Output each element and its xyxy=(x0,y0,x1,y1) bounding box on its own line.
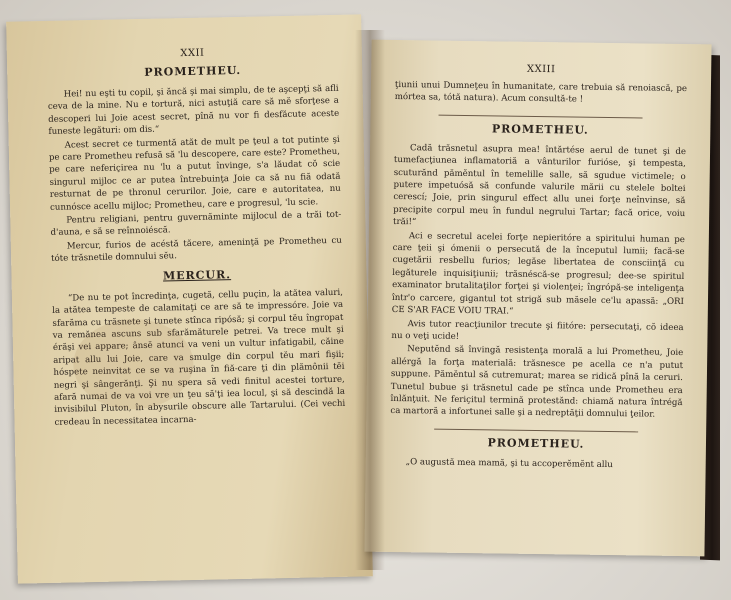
section-heading: MERCUR. xyxy=(162,267,232,283)
paragraph: “De nu te pot încredinţa, cugetă, cellu puçin, la atătea valuri, la atătea tempeste de calamitaţi ce are să te impressóre. Joie va sfarăma cu trăsnete şi tunete stînca ripósă; şi corpul tĕu îngropat va remănea ascuns sub sfarămăturele petrei. Va trece mult şi érăşi vei appare; ânsĕ atunci va veni un vultur infatigabil, căine aripat allu lui Joie, care va smulge din corpul tĕu mari fişii; hóspete neinvitat ce se va ruşina în fiă-care ţi din plămônii tĕi negri şi sângerănţi. Şi nu spera să vedi finitul acestei torture, afară numai de va voi vre un ţeu să'ţi iea locul, şi să descindă la invisibilul Pluton, în abysurile obscure alle Tartarului. (Cei vechi credeau în necessitatea incarna- xyxy=(52,287,346,428)
section-heading: PROMETHEU. xyxy=(487,436,585,451)
paragraph: Aci e secretul acelei forţe nepieritóre a spiritului human pe care ţeii şi ómenii o persecută de la începutul lumii; facă-se cugetării resbellu furios; legăse libertatea de consciinţă cu legăturele inquisiţiunii; trăsnéscă-se progresul; dee-se spiritul examinator brutalitaţilor forţei şi violenţei; îngrópă-se inteligenţa într'o carcere, gigantul tot strigă sub măsele ce'lu apassă: „ORI CE S'AR FACE VOIU TRAI.“ xyxy=(391,230,685,317)
page-number: XXII xyxy=(180,47,205,60)
page-number: XXIII xyxy=(526,63,556,76)
section-heading: PROMETHEU. xyxy=(491,122,589,137)
paragraph: Pentru religiani, pentru guvernăminte mijlocul de a trăi tot-d'auna, e să se reînnoiéscă. xyxy=(50,209,342,239)
section-heading: PROMETHEU. xyxy=(144,63,242,79)
paragraph: Hei! nu eşti tu copil, şi ăncă şi mai simplu, de te aşcepţi să afli ceva de la mine. Nu e tortură, nici astuţiă care să mĕ sforţese a descoperi lui Joie acest secret, pînă nu vor fi desfăcute aceste funeste legături: om dis.“ xyxy=(47,83,340,138)
book-spine-shadow xyxy=(355,30,385,570)
paragraph: Cadă trăsnetul asupra mea! întărtése aerul de tunet şi de tumefacţiunea inflamatoriă a vânturilor furióse, şi tempesta, scuturănd pămĕntul în temelille salle, să sgudue victimele; o putere impetuósă să confunde valurile mării cu stelele boltei cerescí; Joie, prin singurul effect allu unei forţe neînvinse, să precipite corpul meu în fundul negrului Tartar; facă orice, voiu trăi!“ xyxy=(392,143,687,228)
paragraph: Avis tutor reacţiunilor trecute şi fiitóre: persecutaţi, cŏ ideea nu o veţi ucide! xyxy=(391,318,684,342)
paragraph: Mercur, furios de acéstă tăcere, ameninţă pe Prometheu cu tóte trăsnetile domnului sĕu. xyxy=(51,235,342,265)
paragraph: Neputĕnd să învingă resistenţa morală a lui Prometheu, Joie allérgă la forţa materială: trăsnesce pe acella ce n'a putut suppune. Pămĕntul să cutremurat; marea se ridică pînă la ceruri. Tunetul bubue şi trăsnetul cade pe stînca unde Prometheu era înlănţuit. Ne feriçitul termină protestănd: chiamă natura întrégă ca martoră a infortunei salle şi a nedreptăţii domnului ţeilor. xyxy=(390,344,684,420)
paragraph: „O augustă mea mamă, şi tu accoperĕmĕnt allu xyxy=(405,456,613,470)
paragraph: Acest secret ce turmentă atăt de mult pe ţeul a tot putinte şi pe care Prometheu refusă să 'lu descopere, care este? Prometheu, pe care neferiçirea nu 'lu a putut învinge, s'a lăudat cŏ scie singurul mijloc ce ar putea întrebuinţa Joie ca să nu fiă odată resturnat de pe thronul cerurilor. Joie, care e autoritatea, nu cunnósce acellu mijloc; Prometheu, care e progresul, 'lu scie. xyxy=(48,134,341,213)
paragraph: ţiunii unui Dumneţeu în humanitate, care trebuia să renoiască, pe mórtea sa, tótă natura). Acum consultă-te ! xyxy=(394,79,688,106)
divider xyxy=(434,428,638,432)
right-page xyxy=(364,40,711,557)
divider xyxy=(438,114,642,118)
left-page xyxy=(6,14,373,583)
